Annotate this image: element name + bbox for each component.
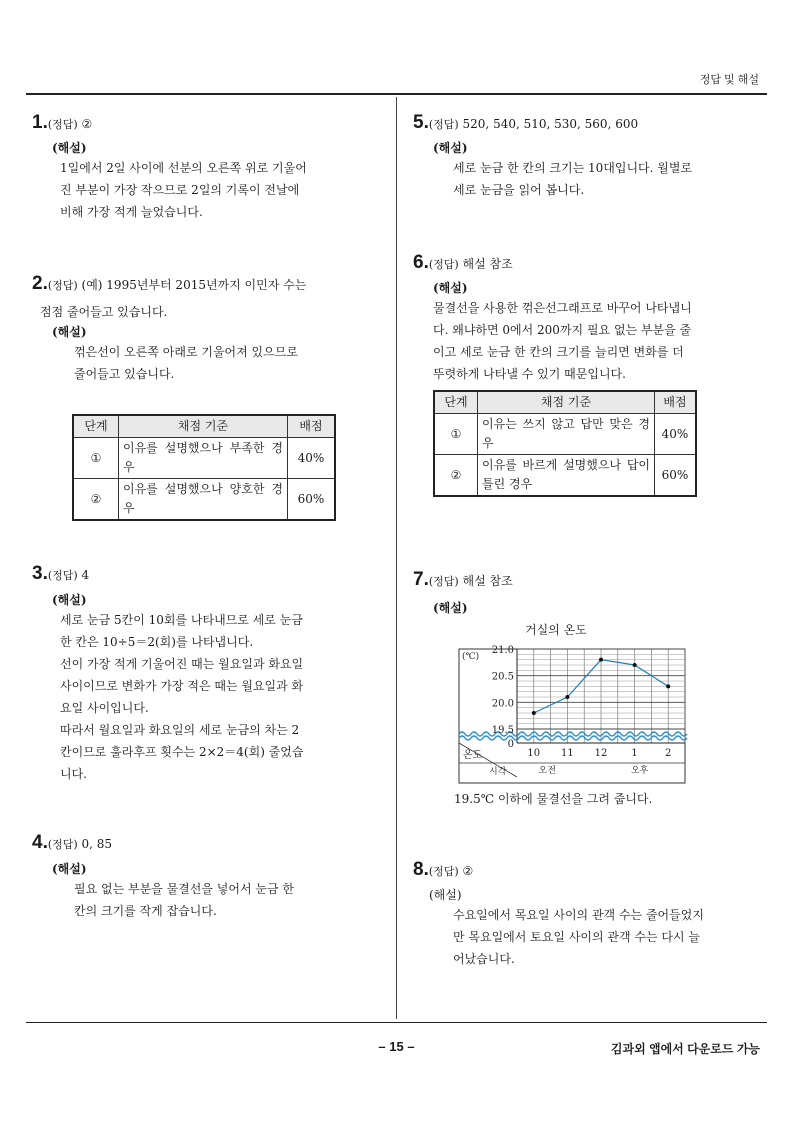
scoring-table [72,414,336,521]
x-tick-label: 11 [561,748,574,759]
answer-continuation: 점점 줄어들고 있습니다. [40,305,168,319]
explanation-line: 한 칸은 10÷5＝2(회)를 나타냅니다. [60,635,254,649]
answer-value: 4 [81,568,90,582]
answer-value: 해설 참조 [462,257,513,271]
question-1 [32,114,362,223]
answer-label: (정답) [47,279,78,292]
criteria-cell: 이유를 바르게 설명했으나 답이 틀린 경우 [478,455,655,497]
header-title: 정답 및 해설 [699,74,759,86]
footer-brand: 김과외 앱에서 다운로드 가능 [610,1042,760,1056]
scoring-table [433,390,697,497]
explanation-body [74,878,362,922]
table-header: 채점 기준 [119,415,288,438]
criteria-cell: 이유는 쓰지 않고 답만 맞은 경우 [478,414,655,455]
answer-label: (정답) [428,118,459,131]
step-cell: ① [73,438,119,479]
answer-value: ② [462,864,474,878]
y-tick-label: 19.5 [491,725,514,736]
question-number: 2. [32,273,48,294]
question-number: 3. [32,563,48,584]
explanation-line: 필요 없는 부분을 물결선을 넣어서 눈금 한 [74,882,294,896]
explanation-line: 어났습니다. [453,952,515,966]
score-cell: 40% [655,414,697,455]
chart-note: 19.5℃ 이하에 물결선을 그려 줍니다. [454,792,653,806]
row-label-temperature: 온도 [463,750,483,761]
x-tick-label: 2 [665,748,672,759]
answer-value: ② [81,117,93,131]
page-number: – 15 – [378,1039,415,1054]
y-tick-label: 0 [507,739,514,750]
explanation-label: (해설) [429,888,462,902]
row-label-time: 시각 [489,767,507,777]
answer-label: (정답) [47,118,78,131]
y-tick-label: 20.5 [491,671,514,683]
question-number: 8. [413,859,429,880]
criteria-cell: 이유를 설명했으나 부족한 경우 [119,438,288,479]
explanation-line: 비해 가장 적게 늘었습니다. [60,205,203,219]
explanation-label: (해설) [433,141,468,155]
column-divider [396,97,397,1019]
data-point [532,711,536,715]
explanation-label: (해설) [433,281,468,295]
answer-label: (정답) [47,569,78,582]
answer-value: (예) 1995년부터 2015년까지 이민자 수는 [81,278,307,292]
table-header: 배점 [655,391,697,414]
x-tick-label: 10 [527,748,541,759]
period-label-am: 오전 [538,766,556,776]
question-7 [413,571,743,617]
explanation-line: 다. 왜냐하면 0에서 200까지 필요 없는 부분을 줄 [433,323,692,337]
explanation-label: (해설) [52,141,87,155]
explanation-line: 세로 눈금 한 칸의 크기는 10대입니다. 월별로 [453,161,693,175]
data-point [599,658,603,662]
table-row [434,414,696,455]
data-point [565,695,569,699]
answer-value: 해설 참조 [462,574,513,588]
question-6 [413,254,748,385]
answer-label: (정답) [47,838,78,851]
wavy-break-line [459,736,687,740]
score-cell: 40% [288,438,336,479]
explanation-label: (해설) [52,325,87,339]
x-tick-label: 1 [631,748,638,759]
table-header: 채점 기준 [478,391,655,414]
answer-label: (정답) [428,258,459,271]
table-row [434,455,696,497]
question-4 [32,834,362,922]
explanation-line: 요일 사이입니다. [60,701,149,715]
explanation-body [453,157,743,201]
explanation-label: (해설) [52,593,87,607]
x-tick-label: 12 [594,748,608,759]
answer-value: 0, 85 [81,837,113,851]
question-number: 6. [413,252,429,273]
question-number: 7. [413,569,429,590]
explanation-line: 뚜렷하게 나타낼 수 있기 때문입니다. [433,367,626,381]
question-number: 5. [413,112,429,133]
period-label-pm: 오후 [630,766,649,776]
y-tick-label: 20.0 [491,698,514,710]
data-point [666,684,670,688]
explanation-line: 수요일에서 목요일 사이의 관객 수는 줄어들었지 [453,908,704,922]
explanation-line: 세로 눈금을 읽어 봅니다. [453,183,585,197]
explanation-line: 물결선을 사용한 꺾은선그래프로 바꾸어 나타냅니 [433,301,692,315]
explanation-body [60,157,362,223]
footer-rule [26,1022,767,1023]
answer-label: (정답) [428,865,459,878]
explanation-body [60,609,362,785]
score-cell: 60% [655,455,697,497]
explanation-line: 만 목요일에서 토요일 사이의 관객 수는 다시 늘 [453,930,700,944]
question-5 [413,114,743,201]
question-3 [32,565,362,785]
temperature-line-chart [457,643,689,785]
explanation-body [433,297,748,385]
score-cell: 60% [288,479,336,521]
explanation-line: 칸이므로 훌라후프 횟수는 2×2＝4(회) 줄었습 [60,745,304,759]
step-cell: ① [434,414,478,455]
data-point [633,663,637,667]
criteria-cell: 이유를 설명했으나 양호한 경우 [119,479,288,521]
table-row [73,479,335,521]
question-number: 4. [32,832,48,853]
question-8 [413,861,748,970]
explanation-line: 사이이므로 변화가 가장 적은 때는 월요일과 화 [60,679,304,693]
explanation-line: 이고 세로 눈금 한 칸의 크기를 늘리면 변화를 더 [433,345,684,359]
unit-label: (℃) [462,652,480,662]
y-tick-label: 21.0 [491,645,514,656]
explanation-line: 줄어들고 있습니다. [74,367,175,381]
table-header: 단계 [434,391,478,414]
answer-value: 520, 540, 510, 530, 560, 600 [462,117,639,131]
explanation-line: 칸의 크기를 작게 잡습니다. [74,904,217,918]
question-number: 1. [32,112,48,133]
table-row [73,438,335,479]
explanation-label: (해설) [52,862,87,876]
explanation-line: 세로 눈금 5칸이 10회를 나타내므로 세로 눈금 [60,613,303,627]
header-rule [26,93,767,95]
chart-root [459,645,687,783]
explanation-line: 선이 가장 적게 기울어진 때는 월요일과 화요일 [60,657,304,671]
explanation-line: 니다. [60,767,87,781]
table-header: 단계 [73,415,119,438]
explanation-label: (해설) [433,601,468,615]
chart-title: 거실의 온도 [525,623,587,637]
answer-label: (정답) [428,575,459,588]
explanation-line: 따라서 월요일과 화요일의 세로 눈금의 차는 2 [60,723,300,737]
explanation-line: 진 부분이 가장 작으므로 2일의 기록이 전날에 [60,183,300,197]
explanation-line: 1일에서 2일 사이에 선분의 오른쪽 위로 기울어 [60,161,307,175]
explanation-body [74,341,362,385]
explanation-body [453,904,748,970]
question-2 [32,275,362,385]
step-cell: ② [434,455,478,497]
table-header: 배점 [288,415,336,438]
step-cell: ② [73,479,119,521]
explanation-line: 꺾은선이 오른쪽 아래로 기울어져 있으므로 [74,345,298,359]
